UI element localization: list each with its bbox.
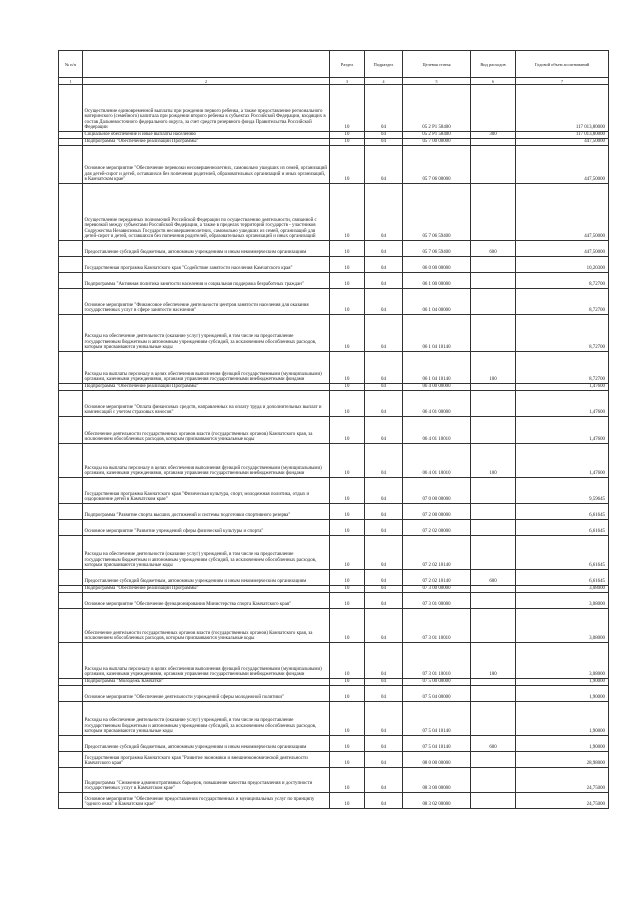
target-article-cell: 07 5 04 00000 xyxy=(403,686,471,702)
row-number-cell xyxy=(59,384,83,391)
item-name-cell: Государственная программа Камчатского края "Содействие занятости населения Камчатского края" xyxy=(83,257,330,273)
amount-cell: 8,72700 xyxy=(516,352,609,384)
subsection-cell: 04 xyxy=(365,417,403,444)
table-row xyxy=(59,643,609,679)
row-number-cell xyxy=(59,257,83,273)
expense-type-cell xyxy=(471,139,516,146)
subsection-cell: 04 xyxy=(365,444,403,478)
subsection-cell: 04 xyxy=(365,686,403,702)
table-row xyxy=(59,146,609,184)
expense-type-cell xyxy=(471,315,516,352)
amount-cell: 447,50000 xyxy=(516,146,609,184)
item-name-cell: Подпрограмма "Обеспечение реализации Программы" xyxy=(83,586,330,593)
subsection-cell: 04 xyxy=(365,570,403,586)
target-article-cell: 05 7 06 00000 xyxy=(403,146,471,184)
expense-type-cell xyxy=(471,417,516,444)
target-article-cell: 05 7 06 59400 xyxy=(403,184,471,241)
subsection-cell: 04 xyxy=(365,736,403,752)
section-cell: 10 xyxy=(330,686,365,702)
amount-cell: 6,61645 xyxy=(516,570,609,586)
amount-cell: 24,75000 xyxy=(516,768,609,793)
section-cell: 10 xyxy=(330,384,365,391)
amount-cell: 6,61645 xyxy=(516,536,609,570)
row-number-cell xyxy=(59,417,83,444)
section-cell: 10 xyxy=(330,417,365,444)
col-header-target-article: Целевая статья xyxy=(403,51,471,78)
target-article-cell: 07 3 01 10010 xyxy=(403,609,471,643)
expense-type-cell xyxy=(471,520,516,536)
amount-cell: 1,90000 xyxy=(516,736,609,752)
target-article-cell: 05 2 P1 58400 xyxy=(403,85,471,132)
row-number-cell xyxy=(59,679,83,686)
subsection-cell: 04 xyxy=(365,520,403,536)
subsection-cell: 04 xyxy=(365,768,403,793)
subsection-cell: 04 xyxy=(365,85,403,132)
item-name-cell: Основное мероприятие "Обеспечение предоставления государственных и муниципальных услуг по принципу "одного окна" в Камчатском крае" xyxy=(83,793,330,809)
section-cell: 10 xyxy=(330,570,365,586)
section-cell: 10 xyxy=(330,352,365,384)
col-number: 1 xyxy=(59,78,83,85)
expense-type-cell: 100 xyxy=(471,643,516,679)
expense-type-cell xyxy=(471,793,516,809)
table-row xyxy=(59,686,609,702)
target-article-cell: 07 0 00 00000 xyxy=(403,478,471,504)
amount-cell: 3,08000 xyxy=(516,586,609,593)
amount-cell: 28,98000 xyxy=(516,752,609,768)
section-cell: 10 xyxy=(330,520,365,536)
subsection-cell: 04 xyxy=(365,289,403,315)
budget-table xyxy=(58,50,609,809)
section-cell: 10 xyxy=(330,184,365,241)
subsection-cell: 04 xyxy=(365,273,403,289)
section-cell: 10 xyxy=(330,257,365,273)
target-article-cell: 07 5 04 10140 xyxy=(403,736,471,752)
item-name-cell: Подпрограмма "Развитие спорта высших достижений и системы подготовки спортивного резерва" xyxy=(83,504,330,520)
row-number-cell xyxy=(59,609,83,643)
row-number-cell xyxy=(59,768,83,793)
section-cell: 10 xyxy=(330,793,365,809)
row-number-cell xyxy=(59,586,83,593)
section-cell: 10 xyxy=(330,752,365,768)
target-article-cell: 06 1 04 00000 xyxy=(403,289,471,315)
table-body xyxy=(59,85,609,809)
expense-type-cell xyxy=(471,768,516,793)
subsection-cell: 04 xyxy=(365,241,403,257)
table-row xyxy=(59,257,609,273)
item-name-cell: Обеспечение деятельности государственных органов власти (государственных органов) Камчатского края, за исключением обособленных расходов, которым присваиваются уникальные коды xyxy=(83,609,330,643)
item-name-cell: Расходы на обеспечение деятельности (оказание услуг) учреждений, в том числе на предоставление государственным бюджетным и автономным учреждениям субсидий, за исключением обособленных расходов, которым присваиваются уникальные коды xyxy=(83,536,330,570)
item-name-cell: Предоставление субсидий бюджетным, автономным учреждениям и иным некоммерческим организациям xyxy=(83,241,330,257)
expense-type-cell: 600 xyxy=(471,241,516,257)
section-cell: 10 xyxy=(330,391,365,417)
row-number-cell xyxy=(59,478,83,504)
table-row xyxy=(59,289,609,315)
table-row xyxy=(59,391,609,417)
subsection-cell: 04 xyxy=(365,586,403,593)
amount-cell: 1,90000 xyxy=(516,679,609,686)
item-name-cell: Расходы на обеспечение деятельности (оказание услуг) учреждений, в том числе на предоставление государственным бюджетным и автономным учреждениям субсидий, за исключением обособленных расходов, которым присваиваются уникальные коды xyxy=(83,315,330,352)
target-article-cell: 07 2 02 10140 xyxy=(403,570,471,586)
amount-cell: 1,90000 xyxy=(516,702,609,736)
section-cell: 10 xyxy=(330,478,365,504)
row-number-cell xyxy=(59,752,83,768)
subsection-cell: 04 xyxy=(365,593,403,609)
section-cell: 10 xyxy=(330,444,365,478)
subsection-cell: 04 xyxy=(365,643,403,679)
item-name-cell: Государственная программа Камчатского края "Развитие экономики и внешнеэкономической деятельности Камчатского края" xyxy=(83,752,330,768)
table-row xyxy=(59,570,609,586)
subsection-cell: 04 xyxy=(365,352,403,384)
subsection-cell: 04 xyxy=(365,146,403,184)
row-number-cell xyxy=(59,352,83,384)
target-article-cell: 07 3 00 00000 xyxy=(403,586,471,593)
target-article-cell: 07 2 02 00000 xyxy=(403,520,471,536)
expense-type-cell: 600 xyxy=(471,570,516,586)
table-row xyxy=(59,184,609,241)
target-article-cell: 07 3 01 10010 xyxy=(403,643,471,679)
item-name-cell: Расходы на обеспечение деятельности (оказание услуг) учреждений, в том числе на предоставление государственным бюджетным и автономным учреждениям субсидий, за исключением обособленных расходов, которым присваиваются уникальные коды xyxy=(83,702,330,736)
table-row xyxy=(59,520,609,536)
expense-type-cell xyxy=(471,593,516,609)
section-cell: 10 xyxy=(330,289,365,315)
item-name-cell: Социальное обеспечение и иные выплаты населению xyxy=(83,132,330,139)
table-row xyxy=(59,139,609,146)
expense-type-cell xyxy=(471,586,516,593)
item-name-cell: Расходы на выплаты персоналу в целях обеспечения выполнения функций государственными (муниципальными) органами, казенными учреждениями, органами управления государственными внебюджетными фондами xyxy=(83,444,330,478)
amount-cell: 8,72700 xyxy=(516,315,609,352)
section-cell: 10 xyxy=(330,146,365,184)
expense-type-cell xyxy=(471,702,516,736)
item-name-cell: Осуществление переданных полномочий Российской Федерации по осуществлению деятельности, связанной с перевозкой между субъектами Российской Федерации, а также в пределах территорий государств - участников Содружества Независимых Государств несовершеннолетних, самовольно ушедших из семей, организаций для детей-сирот и детей, оставшихся без попечения родителей, образовательных организаций и иных организаций xyxy=(83,184,330,241)
item-name-cell: Основное мероприятие "Оплата финансовых средств, направленных на оплату труда и дополнительных выплат и компенсаций с учетом страховых взносов" xyxy=(83,391,330,417)
col-number: 7 xyxy=(516,78,609,85)
row-number-cell xyxy=(59,241,83,257)
section-cell: 10 xyxy=(330,504,365,520)
section-cell: 10 xyxy=(330,736,365,752)
amount-cell: 9,59645 xyxy=(516,478,609,504)
target-article-cell: 06 1 04 10140 xyxy=(403,352,471,384)
subsection-cell: 04 xyxy=(365,752,403,768)
row-number-cell xyxy=(59,184,83,241)
row-number-cell xyxy=(59,504,83,520)
target-article-cell: 07 5 00 00000 xyxy=(403,679,471,686)
col-header-section: Раздел xyxy=(330,51,365,78)
row-number-cell xyxy=(59,736,83,752)
table-row xyxy=(59,593,609,609)
table-row xyxy=(59,536,609,570)
table-row xyxy=(59,736,609,752)
col-number: 4 xyxy=(365,78,403,85)
amount-cell: 3,08000 xyxy=(516,593,609,609)
subsection-cell: 04 xyxy=(365,793,403,809)
amount-cell: 24,75000 xyxy=(516,793,609,809)
item-name-cell: Подпрограмма "Активная политика занятости населения и социальная поддержка безработных граждан" xyxy=(83,273,330,289)
amount-cell: 447,50000 xyxy=(516,241,609,257)
item-name-cell: Обеспечение деятельности государственных органов власти (государственных органов) Камчатского края, за исключением обособленных расходов, которым присваиваются уникальные коды xyxy=(83,417,330,444)
amount-cell: 3,08000 xyxy=(516,609,609,643)
amount-cell: 1,47600 xyxy=(516,417,609,444)
table-row xyxy=(59,273,609,289)
expense-type-cell xyxy=(471,289,516,315)
amount-cell: 3,08000 xyxy=(516,643,609,679)
row-number-cell xyxy=(59,702,83,736)
amount-cell: 8,72700 xyxy=(516,273,609,289)
section-cell: 10 xyxy=(330,315,365,352)
table-row xyxy=(59,241,609,257)
row-number-cell xyxy=(59,289,83,315)
row-number-cell xyxy=(59,536,83,570)
section-cell: 10 xyxy=(330,768,365,793)
expense-type-cell: 100 xyxy=(471,444,516,478)
item-name-cell: Основное мероприятие "Обеспечение деятельности учреждений сферы молодежной политики" xyxy=(83,686,330,702)
subsection-cell: 04 xyxy=(365,184,403,241)
amount-cell: 6,61645 xyxy=(516,520,609,536)
section-cell: 10 xyxy=(330,586,365,593)
row-number-cell xyxy=(59,520,83,536)
item-name-cell: Подпрограмма "Обеспечение реализации Программы" xyxy=(83,384,330,391)
item-name-cell: Основное мероприятие "Обеспечение перевозки несовершеннолетних, самовольно ушедших из семей, организаций для детей-сирот и детей, оставшихся без попечения родителей, образовательных организаций и иных организаций, в Камчатском крае" xyxy=(83,146,330,184)
section-cell: 10 xyxy=(330,702,365,736)
table-row xyxy=(59,132,609,139)
target-article-cell: 07 2 02 10140 xyxy=(403,536,471,570)
section-cell: 10 xyxy=(330,536,365,570)
amount-cell: 117 013,80000 xyxy=(516,85,609,132)
subsection-cell: 04 xyxy=(365,702,403,736)
table-row xyxy=(59,586,609,593)
target-article-cell: 07 3 01 00000 xyxy=(403,593,471,609)
expense-type-cell xyxy=(471,752,516,768)
amount-cell: 1,47600 xyxy=(516,384,609,391)
table-row xyxy=(59,478,609,504)
row-number-cell xyxy=(59,793,83,809)
section-cell: 10 xyxy=(330,273,365,289)
subsection-cell: 04 xyxy=(365,504,403,520)
col-number: 5 xyxy=(403,78,471,85)
table-row xyxy=(59,702,609,736)
subsection-cell: 04 xyxy=(365,391,403,417)
table-row xyxy=(59,504,609,520)
row-number-cell xyxy=(59,85,83,132)
target-article-cell: 08 0 00 00000 xyxy=(403,752,471,768)
table-row xyxy=(59,679,609,686)
table-row xyxy=(59,609,609,643)
col-number: 3 xyxy=(330,78,365,85)
item-name-cell: Расходы на выплаты персоналу в целях обеспечения выполнения функций государственными (муниципальными) органами, казенными учреждениями, органами управления государственными внебюджетными фондами xyxy=(83,643,330,679)
table-header xyxy=(59,51,609,85)
item-name-cell: Расходы на выплаты персоналу в целях обеспечения выполнения функций государственными (муниципальными) органами, казенными учреждениями, органами управления государственными внебюджетными фондами xyxy=(83,352,330,384)
col-header-subsection: Подраздел xyxy=(365,51,403,78)
table-row xyxy=(59,793,609,809)
row-number-cell xyxy=(59,132,83,139)
expense-type-cell xyxy=(471,478,516,504)
target-article-cell: 05 7 06 59400 xyxy=(403,241,471,257)
column-number-row xyxy=(59,78,609,85)
item-name-cell: Осуществление единовременной выплаты при рождении первого ребенка, а также предоставление регионального материнского (семейного) капитала при рождении второго ребенка в субъектах Российской Федерации, входящих в состав Дальневосточного федерального округа, за счет средств резервного фонда Правительства Российской Федерации xyxy=(83,85,330,132)
table-row xyxy=(59,752,609,768)
target-article-cell: 05 7 00 00000 xyxy=(403,139,471,146)
section-cell: 10 xyxy=(330,85,365,132)
subsection-cell: 04 xyxy=(365,315,403,352)
expense-type-cell xyxy=(471,146,516,184)
target-article-cell: 06 4 00 00000 xyxy=(403,384,471,391)
expense-type-cell xyxy=(471,257,516,273)
section-cell: 10 xyxy=(330,132,365,139)
expense-type-cell xyxy=(471,85,516,132)
item-name-cell: Предоставление субсидий бюджетным, автономным учреждениям и иным некоммерческим организациям xyxy=(83,570,330,586)
col-number: 2 xyxy=(83,78,330,85)
target-article-cell: 07 2 00 00000 xyxy=(403,504,471,520)
section-cell: 10 xyxy=(330,139,365,146)
row-number-cell xyxy=(59,643,83,679)
amount-cell: 10,20300 xyxy=(516,257,609,273)
expense-type-cell xyxy=(471,679,516,686)
row-number-cell xyxy=(59,593,83,609)
item-name-cell: Подпрограмма "Снижение административных барьеров, повышение качества предоставления и доступности государственных услуг в Камчатском крае" xyxy=(83,768,330,793)
col-header-amount: Годовой объем ассигнований xyxy=(516,51,609,78)
row-number-cell xyxy=(59,315,83,352)
table-row xyxy=(59,315,609,352)
expense-type-cell xyxy=(471,384,516,391)
amount-cell: 1,47600 xyxy=(516,444,609,478)
expense-type-cell: 600 xyxy=(471,736,516,752)
target-article-cell: 05 2 P1 58400 xyxy=(403,132,471,139)
section-cell: 10 xyxy=(330,593,365,609)
expense-type-cell xyxy=(471,504,516,520)
item-name-cell: Подпрограмма "Обеспечение реализации Программы" xyxy=(83,139,330,146)
amount-cell: 447,50000 xyxy=(516,184,609,241)
item-name-cell: Основное мероприятие "Обеспечение функционирования Министерства спорта Камчатского края" xyxy=(83,593,330,609)
table-row xyxy=(59,768,609,793)
subsection-cell: 04 xyxy=(365,257,403,273)
item-name-cell: Основное мероприятие "Финансовое обеспечение деятельности центров занятости населения для оказания государственных услуг в сфере занятости населения" xyxy=(83,289,330,315)
target-article-cell: 06 1 04 10140 xyxy=(403,315,471,352)
row-number-cell xyxy=(59,273,83,289)
expense-type-cell xyxy=(471,273,516,289)
col-number: 6 xyxy=(471,78,516,85)
table-row xyxy=(59,85,609,132)
subsection-cell: 04 xyxy=(365,679,403,686)
subsection-cell: 04 xyxy=(365,132,403,139)
target-article-cell: 07 5 04 10140 xyxy=(403,702,471,736)
target-article-cell: 06 4 01 10010 xyxy=(403,417,471,444)
subsection-cell: 04 xyxy=(365,536,403,570)
target-article-cell: 08 3 02 00000 xyxy=(403,793,471,809)
col-header-name xyxy=(83,51,330,78)
item-name-cell: Предоставление субсидий бюджетным, автономным учреждениям и иным некоммерческим организациям xyxy=(83,736,330,752)
target-article-cell: 08 3 00 00000 xyxy=(403,768,471,793)
header-row xyxy=(59,51,609,78)
expense-type-cell xyxy=(471,686,516,702)
item-name-cell: Подпрограмма "Молодежь Камчатки" xyxy=(83,679,330,686)
section-cell: 10 xyxy=(330,679,365,686)
row-number-cell xyxy=(59,570,83,586)
target-article-cell: 06 4 01 00000 xyxy=(403,391,471,417)
row-number-cell xyxy=(59,444,83,478)
target-article-cell: 06 1 00 00000 xyxy=(403,273,471,289)
col-header-expense-type: Вид расходов xyxy=(471,51,516,78)
row-number-cell xyxy=(59,391,83,417)
amount-cell: 8,72700 xyxy=(516,289,609,315)
expense-type-cell xyxy=(471,391,516,417)
row-number-cell xyxy=(59,139,83,146)
subsection-cell: 04 xyxy=(365,139,403,146)
item-name-cell: Государственная программа Камчатского края "Физическая культура, спорт, молодежная политика, отдых и оздоровление детей в Камчатском крае" xyxy=(83,478,330,504)
section-cell: 10 xyxy=(330,609,365,643)
subsection-cell: 04 xyxy=(365,478,403,504)
subsection-cell: 04 xyxy=(365,384,403,391)
section-cell: 10 xyxy=(330,241,365,257)
expense-type-cell xyxy=(471,184,516,241)
item-name-cell: Основное мероприятие "Развитие учреждений сферы физической культуры и спорта" xyxy=(83,520,330,536)
section-cell: 10 xyxy=(330,643,365,679)
col-header-number: № п/п xyxy=(59,51,83,78)
table-row xyxy=(59,352,609,384)
target-article-cell: 06 4 01 10010 xyxy=(403,444,471,478)
amount-cell: 117 013,80000 xyxy=(516,132,609,139)
expense-type-cell: 100 xyxy=(471,352,516,384)
row-number-cell xyxy=(59,146,83,184)
expense-type-cell xyxy=(471,609,516,643)
amount-cell: 6,61645 xyxy=(516,504,609,520)
expense-type-cell xyxy=(471,536,516,570)
target-article-cell: 06 0 00 00000 xyxy=(403,257,471,273)
amount-cell: 447,50000 xyxy=(516,139,609,146)
table-row xyxy=(59,417,609,444)
row-number-cell xyxy=(59,686,83,702)
subsection-cell: 04 xyxy=(365,609,403,643)
amount-cell: 1,90000 xyxy=(516,686,609,702)
table-row xyxy=(59,444,609,478)
table-row xyxy=(59,384,609,391)
amount-cell: 1,47600 xyxy=(516,391,609,417)
expense-type-cell: 300 xyxy=(471,132,516,139)
